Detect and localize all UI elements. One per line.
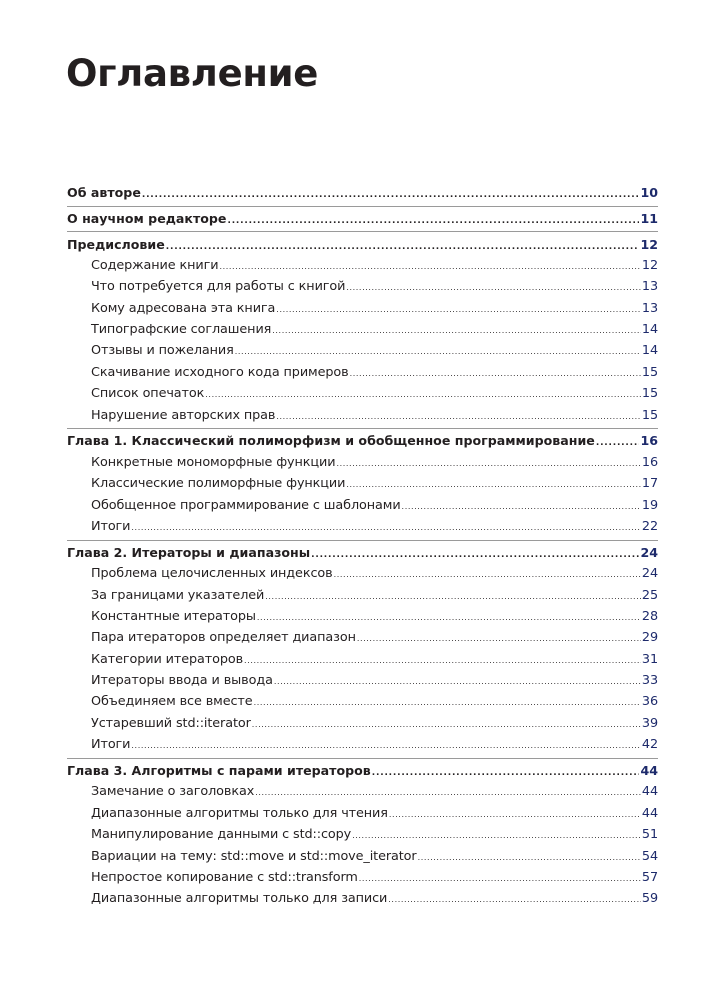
toc-entry-title: Объединяем все вместе	[91, 694, 253, 710]
toc-entry-title: Манипулирование данными с std::copy	[91, 827, 352, 843]
toc-page-number: 10	[640, 185, 658, 200]
toc-entry-title: Конкретные мономорфные функции	[91, 454, 336, 470]
toc-section-entry[interactable]	[67, 473, 658, 494]
toc-leader-dots	[142, 185, 640, 205]
toc-page-number: 11	[640, 210, 658, 226]
page-title: Оглавление	[66, 52, 319, 95]
toc-page-number: 44	[641, 805, 658, 821]
toc-entry-title: Диапазонные алгоритмы только для чтения	[91, 805, 388, 821]
toc-page-number: 22	[641, 518, 658, 534]
toc-section-entry[interactable]	[67, 585, 658, 606]
toc-entry-title: Нарушение авторских прав	[91, 407, 276, 423]
toc-section-entry[interactable]	[67, 606, 658, 627]
toc-entry-title: Проблема целочисленных индексов	[91, 566, 333, 582]
toc-chapter-entry[interactable]	[67, 235, 658, 255]
toc-page-number: 15	[641, 364, 658, 380]
toc-section-entry[interactable]	[67, 649, 658, 670]
toc-page-number: 31	[641, 651, 658, 667]
toc-entry-title: Обобщенное программирование с шаблонами	[91, 497, 401, 513]
toc-page-number: 44	[641, 784, 658, 800]
toc-leader-dots	[402, 496, 641, 517]
toc-leader-dots	[350, 363, 641, 384]
toc-entry-title: Кому адресована эта книга	[91, 300, 276, 316]
toc-entry-title: Скачивание исходного кода примеров	[91, 364, 349, 380]
toc-leader-dots	[311, 545, 639, 565]
section-divider	[67, 758, 658, 759]
toc-leader-dots	[252, 714, 641, 735]
toc-leader-dots	[219, 256, 640, 277]
toc-section-entry[interactable]	[67, 340, 658, 361]
toc-leader-dots	[257, 607, 641, 628]
toc-section-entry[interactable]	[67, 255, 658, 276]
toc-entry-title: За границами указателей	[91, 587, 265, 603]
toc-leader-dots	[346, 474, 641, 495]
toc-entry-title: Итоги	[91, 518, 131, 534]
toc-section-entry[interactable]	[67, 276, 658, 297]
toc-page-number: 25	[641, 587, 658, 603]
toc-entry-title: Содержание книги	[91, 257, 219, 273]
toc-entry-title: Непростое копирование с std::transform	[91, 869, 358, 885]
section-divider	[67, 428, 658, 429]
toc-entry-title: Об авторе	[67, 185, 141, 200]
toc-leader-dots	[359, 868, 641, 889]
toc-leader-dots	[334, 564, 641, 585]
toc-section-entry[interactable]	[67, 563, 658, 584]
toc-entry-title: Предисловие	[67, 236, 165, 252]
toc-leader-dots	[596, 433, 640, 453]
toc-page-number: 57	[641, 869, 658, 885]
toc-page-number: 33	[641, 673, 658, 689]
toc-entry-title: Итоги	[91, 737, 131, 753]
toc-chapter-entry[interactable]	[67, 183, 658, 203]
toc-page-number: 12	[641, 257, 658, 273]
toc-page-number: 24	[641, 566, 658, 582]
section-divider	[67, 540, 658, 541]
section-divider	[67, 206, 658, 207]
toc-section-entry[interactable]	[67, 452, 658, 473]
toc-page-number: 17	[641, 476, 658, 492]
toc-entry-title: Глава 3. Алгоритмы с парами итераторов	[67, 763, 371, 779]
toc-leader-dots	[131, 735, 641, 756]
toc-leader-dots	[276, 406, 641, 427]
toc-section-entry[interactable]	[67, 627, 658, 648]
toc-section-entry[interactable]	[67, 405, 658, 426]
toc-entry-title: Глава 1. Классический полиморфизм и обобщенное программирование	[67, 433, 595, 449]
toc-entry-title: Итераторы ввода и вывода	[91, 673, 273, 689]
toc-entry-title: Пара итераторов определяет диапазон	[91, 630, 356, 646]
toc-section-entry[interactable]	[67, 298, 658, 319]
toc-page-number: 28	[641, 608, 658, 624]
section-divider	[67, 231, 658, 232]
toc-chapter-entry[interactable]	[67, 543, 658, 563]
toc-section-entry[interactable]	[67, 319, 658, 340]
toc-page-number: 13	[641, 279, 658, 295]
toc-leader-dots	[235, 341, 641, 362]
toc-page-number: 15	[641, 407, 658, 423]
toc-page-number: 36	[641, 694, 658, 710]
toc-section-entry[interactable]	[67, 824, 658, 845]
toc-entry-title: Глава 2. Итераторы и диапазоны	[67, 544, 311, 560]
table-of-contents	[67, 183, 658, 910]
toc-leader-dots	[346, 277, 641, 298]
toc-leader-dots	[244, 650, 641, 671]
toc-leader-dots	[418, 847, 641, 868]
toc-entry-title: Что потребуется для работы с книгой	[91, 279, 346, 295]
toc-section-entry[interactable]	[67, 867, 658, 888]
toc-section-entry[interactable]	[67, 383, 658, 404]
toc-page-number: 12	[640, 236, 658, 252]
toc-entry-title: Отзывы и пожелания	[91, 343, 234, 359]
toc-leader-dots	[372, 763, 640, 783]
toc-page-number: 16	[641, 454, 658, 470]
toc-section-entry[interactable]	[67, 846, 658, 867]
toc-section-entry[interactable]	[67, 670, 658, 691]
toc-leader-dots	[336, 453, 640, 474]
toc-page-number: 39	[641, 715, 658, 731]
toc-page-number: 51	[641, 827, 658, 843]
toc-entry-title: Вариации на тему: std::move и std::move_iterator	[91, 848, 417, 864]
toc-leader-dots	[352, 825, 641, 846]
toc-page-number: 29	[641, 630, 658, 646]
toc-entry-title: Список опечаток	[91, 386, 205, 402]
toc-chapter-entry[interactable]	[67, 761, 658, 781]
toc-entry-title: Диапазонные алгоритмы только для записи	[91, 891, 388, 907]
toc-page-number: 15	[641, 386, 658, 402]
toc-leader-dots	[227, 211, 639, 231]
toc-leader-dots	[255, 782, 641, 803]
toc-section-entry[interactable]	[67, 495, 658, 516]
toc-entry-title: Категории итераторов	[91, 651, 244, 667]
toc-entry-title: Классические полиморфные функции	[91, 476, 346, 492]
toc-entry-title: О научном редакторе	[67, 210, 227, 226]
toc-section-entry[interactable]	[67, 691, 658, 712]
toc-section-entry[interactable]	[67, 888, 658, 909]
toc-page-number: 24	[640, 544, 658, 560]
toc-leader-dots	[389, 804, 641, 825]
toc-section-entry[interactable]	[67, 362, 658, 383]
toc-leader-dots	[274, 671, 641, 692]
toc-page-number: 14	[641, 343, 658, 359]
toc-chapter-entry[interactable]	[67, 431, 658, 451]
toc-page-number: 44	[640, 763, 658, 779]
toc-page-number: 13	[641, 300, 658, 316]
toc-entry-title: Константные итераторы	[91, 608, 256, 624]
toc-section-entry[interactable]	[67, 781, 658, 802]
toc-page-number: 42	[641, 737, 658, 753]
toc-leader-dots	[205, 384, 641, 405]
toc-leader-dots	[357, 628, 641, 649]
toc-leader-dots	[388, 889, 641, 910]
toc-page-number: 19	[641, 497, 658, 513]
toc-entry-title: Замечание о заголовках	[91, 784, 255, 800]
toc-leader-dots	[254, 692, 641, 713]
toc-section-entry[interactable]	[67, 803, 658, 824]
toc-chapter-entry[interactable]	[67, 209, 658, 229]
toc-entry-title: Типографские соглашения	[91, 322, 272, 338]
toc-leader-dots	[166, 237, 640, 257]
toc-section-entry[interactable]	[67, 734, 658, 755]
toc-leader-dots	[276, 299, 641, 320]
toc-leader-dots	[272, 320, 641, 341]
toc-section-entry[interactable]	[67, 713, 658, 734]
toc-page-number: 54	[641, 848, 658, 864]
toc-leader-dots	[265, 586, 641, 607]
toc-page-number: 16	[640, 433, 658, 449]
toc-page-number: 14	[641, 322, 658, 338]
toc-leader-dots	[131, 517, 641, 538]
toc-section-entry[interactable]	[67, 516, 658, 537]
toc-page-number: 59	[641, 891, 658, 907]
toc-entry-title: Устаревший std::iterator	[91, 715, 251, 731]
